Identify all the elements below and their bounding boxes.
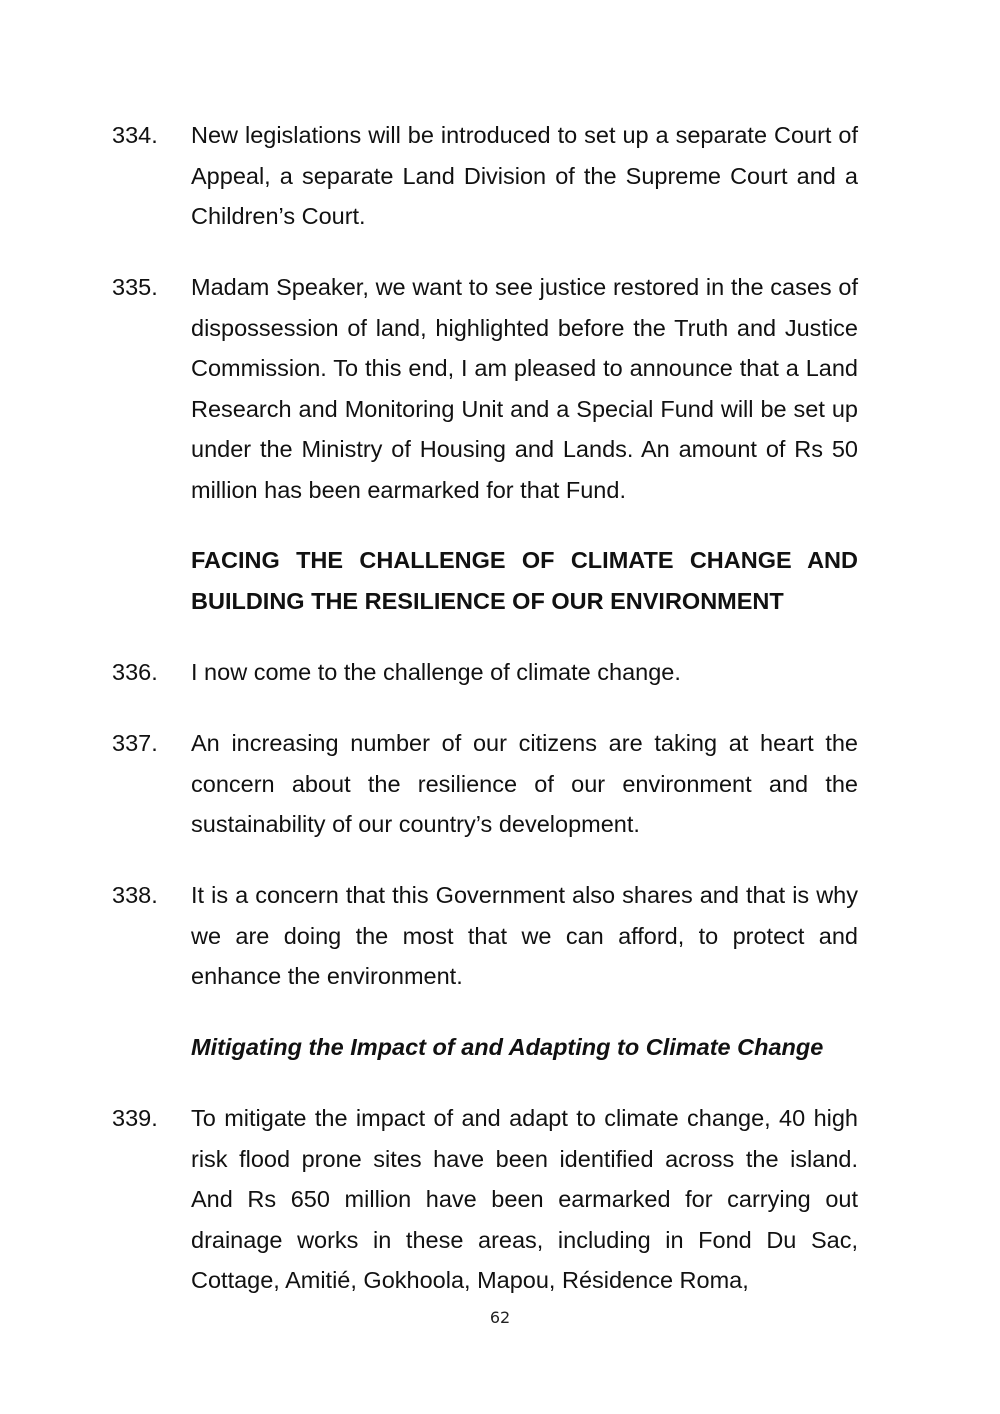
paragraph-number: 336. bbox=[112, 659, 158, 685]
section-heading: FACING THE CHALLENGE OF CLIMATE CHANGE AND BUILDING THE RESILIENCE OF OUR ENVIRONMENT bbox=[191, 547, 858, 614]
paragraph-number: 334. bbox=[112, 122, 158, 148]
paragraph-text: To mitigate the impact of and adapt to climate change, 40 high risk flood prone sites have been identified across the island. And Rs 650 million have been earmarked for carrying out drainage works in these areas, including in Fond Du Sac, Cottage, Amitié, Gokhoola, Mapou, Résidence Roma, bbox=[191, 1105, 858, 1294]
paragraph-number: 335. bbox=[112, 274, 158, 300]
paragraph-336 bbox=[112, 652, 860, 693]
paragraph-number: 339. bbox=[112, 1105, 158, 1131]
paragraph-338 bbox=[112, 875, 860, 997]
paragraph-text: It is a concern that this Government also shares and that is why we are doing the most that we can afford, to protect and enhance the environment. bbox=[191, 882, 858, 990]
paragraph-334 bbox=[112, 115, 860, 237]
paragraph-text: I now come to the challenge of climate change. bbox=[191, 659, 681, 685]
paragraph-335 bbox=[112, 267, 860, 511]
paragraph-339 bbox=[112, 1098, 860, 1301]
page-number: 62 bbox=[489, 1308, 511, 1327]
paragraph-text: An increasing number of our citizens are taking at heart the concern about the resilience of our environment and the sustainability of our country’s development. bbox=[191, 730, 858, 838]
subsection-heading: Mitigating the Impact of and Adapting to Climate Change bbox=[191, 1034, 824, 1060]
paragraph-number: 338. bbox=[112, 882, 158, 908]
paragraph-text: New legislations will be introduced to set up a separate Court of Appeal, a separate Land Division of the Supreme Court and a Children’s Court. bbox=[191, 122, 858, 230]
paragraph-number: 337. bbox=[112, 730, 158, 756]
paragraph-text: Madam Speaker, we want to see justice restored in the cases of dispossession of land, highlighted before the Truth and Justice Commission. To this end, I am pleased to announce that a Land Research and Monitoring Unit and a Special Fund will be set up under the Ministry of Housing and Lands. An amount of Rs 50 million has been earmarked for that Fund. bbox=[191, 274, 858, 503]
paragraph-337 bbox=[112, 723, 860, 845]
